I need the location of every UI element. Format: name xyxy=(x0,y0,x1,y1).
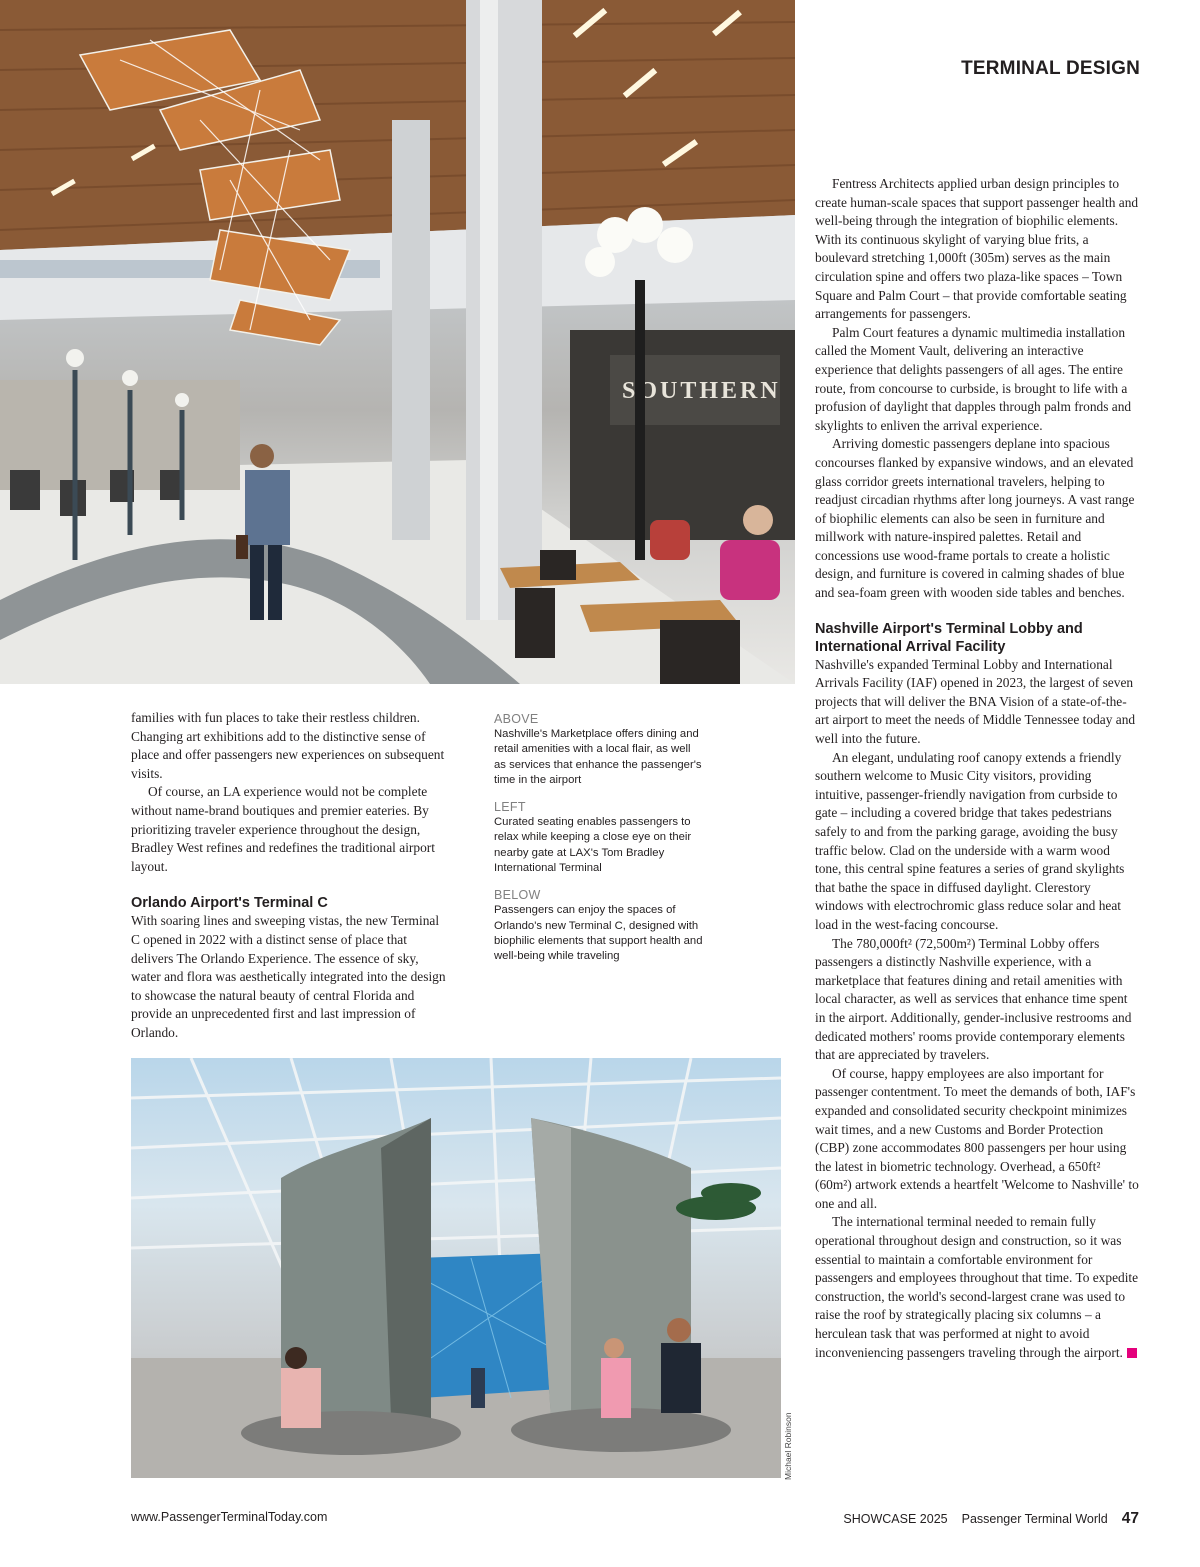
paragraph: families with fun places to take their restless children. Changing art exhibitions add to the distinctive sense of place and offer passengers new experiences on subsequent visits. xyxy=(131,710,445,781)
paragraph: Nashville's expanded Terminal Lobby and International Arrivals Facility (IAF) opened in 2023, the largest of seven projects that will deliver the BNA Vision of a state-of-the-art airport to meet the needs of Middle Tennessee today and well into the future. xyxy=(815,656,1136,747)
end-mark-icon xyxy=(1127,1348,1137,1358)
footer-info xyxy=(843,1510,1139,1528)
orlando-terminal-photo xyxy=(131,1058,781,1478)
paragraph: Fentress Architects applied urban design principles to create human-scale spaces that support passenger health and well-being through the integration of biophilic elements. With its continuous skylight of varying blue frits, a boulevard stretching 1,000ft (305m) serves as the main circulation spine and offers two plaza-like spaces – Town Square and Palm Court – that provide comfortable seating arrangements for passengers. xyxy=(815,176,1139,322)
caption-below xyxy=(494,887,704,964)
caption-text: Passengers can enjoy the spaces of Orlando's new Terminal C, designed with biophilic elements that support health and well-being while traveling xyxy=(494,904,703,963)
footer-url: www.PassengerTerminalToday.com xyxy=(131,1510,328,1524)
footer-issue: SHOWCASE 2025 xyxy=(843,1512,948,1526)
marketplace-photo-illustration xyxy=(0,0,795,684)
footer-magazine: Passenger Terminal World xyxy=(961,1512,1108,1526)
paragraph: Arriving domestic passengers deplane into spacious concourses flanked by expansive windows, and an elevated glass corridor greets international travelers, helping to readjust circadian rhythms after long journeys. A vast range of biophilic elements can also be seen in furniture and millwork with nature-inspired palettes. Retail and concessions use wood-frame portals to create a holistic design, and furniture is covered in calming shades of blue and sea-foam green with wooden side tables and benches. xyxy=(815,436,1135,601)
captions xyxy=(494,711,704,976)
paragraph: Of course, happy employees are also important for passenger contentment. To meet the demands of both, IAF's expanded and consolidated security checkpoint minimizes wait times, and a new Customs and Border Protection (CBP) zone accommodates 800 passengers per hour using the latest in biometric technology. Overhead, a 650ft² (60m²) artwork extends a heartfelt 'Welcome to Nashville' to one and all. xyxy=(815,1065,1139,1211)
photo-credit-text: Michael Robinson xyxy=(783,1412,793,1480)
caption-left xyxy=(494,799,704,876)
left-column xyxy=(131,709,449,1043)
subheading-orlando: Orlando Airport's Terminal C xyxy=(131,895,328,912)
caption-above xyxy=(494,711,704,788)
subheading-nashville: Nashville Airport's Terminal Lobby and International Arrival Facility xyxy=(815,620,1083,655)
paragraph: Palm Court features a dynamic multimedia installation called the Moment Vault, delivering an interactive experience that delights passengers of all ages. The entire route, from concourse to curbside, is brought to life with a profusion of daylight that dapples through palm fronds and skylights to enliven the arrival experience. xyxy=(815,324,1132,433)
restaurant-sign: SOUTHERN xyxy=(622,378,781,404)
marketplace-photo xyxy=(0,0,795,684)
caption-label: ABOVE xyxy=(494,712,539,726)
orlando-photo-illustration xyxy=(131,1058,781,1478)
caption-label: BELOW xyxy=(494,888,541,903)
caption-text: Nashville's Marketplace offers dining and retail amenities with a local flair, as well as services that enhance the passenger's time in the airport xyxy=(494,728,702,786)
paragraph: An elegant, undulating roof canopy extends a friendly southern welcome to Music City visitors, providing intuitive, passenger-friendly navigation from curbside to gate – including a covered bridge that takes pedestrians safely to and from the parking garage, avoiding the busy traffic below. Clad on the underside with a warm wood tone, this central spine features a series of grand skylights that bathe the space in diffused daylight. Clerestory windows with electrochromic glass reduce solar and heat load in the west-facing concourse. xyxy=(815,749,1125,932)
right-column xyxy=(815,175,1139,1362)
section-heading: TERMINAL DESIGN xyxy=(961,58,1140,79)
caption-text: Curated seating enables passengers to relax while keeping a close eye on their nearby gate at LAX's Tom Bradley International Terminal xyxy=(494,816,692,875)
paragraph-last xyxy=(815,1213,1139,1362)
paragraph: With soaring lines and sweeping vistas, the new Terminal C opened in 2022 with a distinct sense of place that delivers The Orlando Experience. The essence of sky, water and flora was aesthetically integrated into the design to showcase the natural beauty of central Florida and provide an unprecedented first and last impression of Orlando. xyxy=(131,913,446,1040)
page-number: 47 xyxy=(1121,1510,1139,1527)
caption-label: LEFT xyxy=(494,800,526,815)
paragraph: The 780,000ft² (72,500m²) Terminal Lobby offers passengers a distinctly Nashville experience, with a marketplace that features dining and retail amenities with local character, as well as services that enhance time spent in the airport. Additionally, gender-inclusive restrooms and dedicated mothers' rooms provide contemporary elements that are appreciated by travelers. xyxy=(815,935,1132,1063)
paragraph-text: The international terminal needed to remain fully operational throughout design and construction, so it was essential to maintain a comfortable environment for passengers and employees throughout that time. To expedite construction, the world's second-largest crane was used to raise the roof by strategically placing six columns – a herculean task that was performed at night to avoid inconveniencing passengers traveling through the airport. xyxy=(815,1214,1139,1360)
paragraph: Of course, an LA experience would not be complete without name-brand boutiques and premier eateries. By prioritizing traveler experience throughout the design, Bradley West refines and redefines the traditional airport layout. xyxy=(131,784,435,874)
